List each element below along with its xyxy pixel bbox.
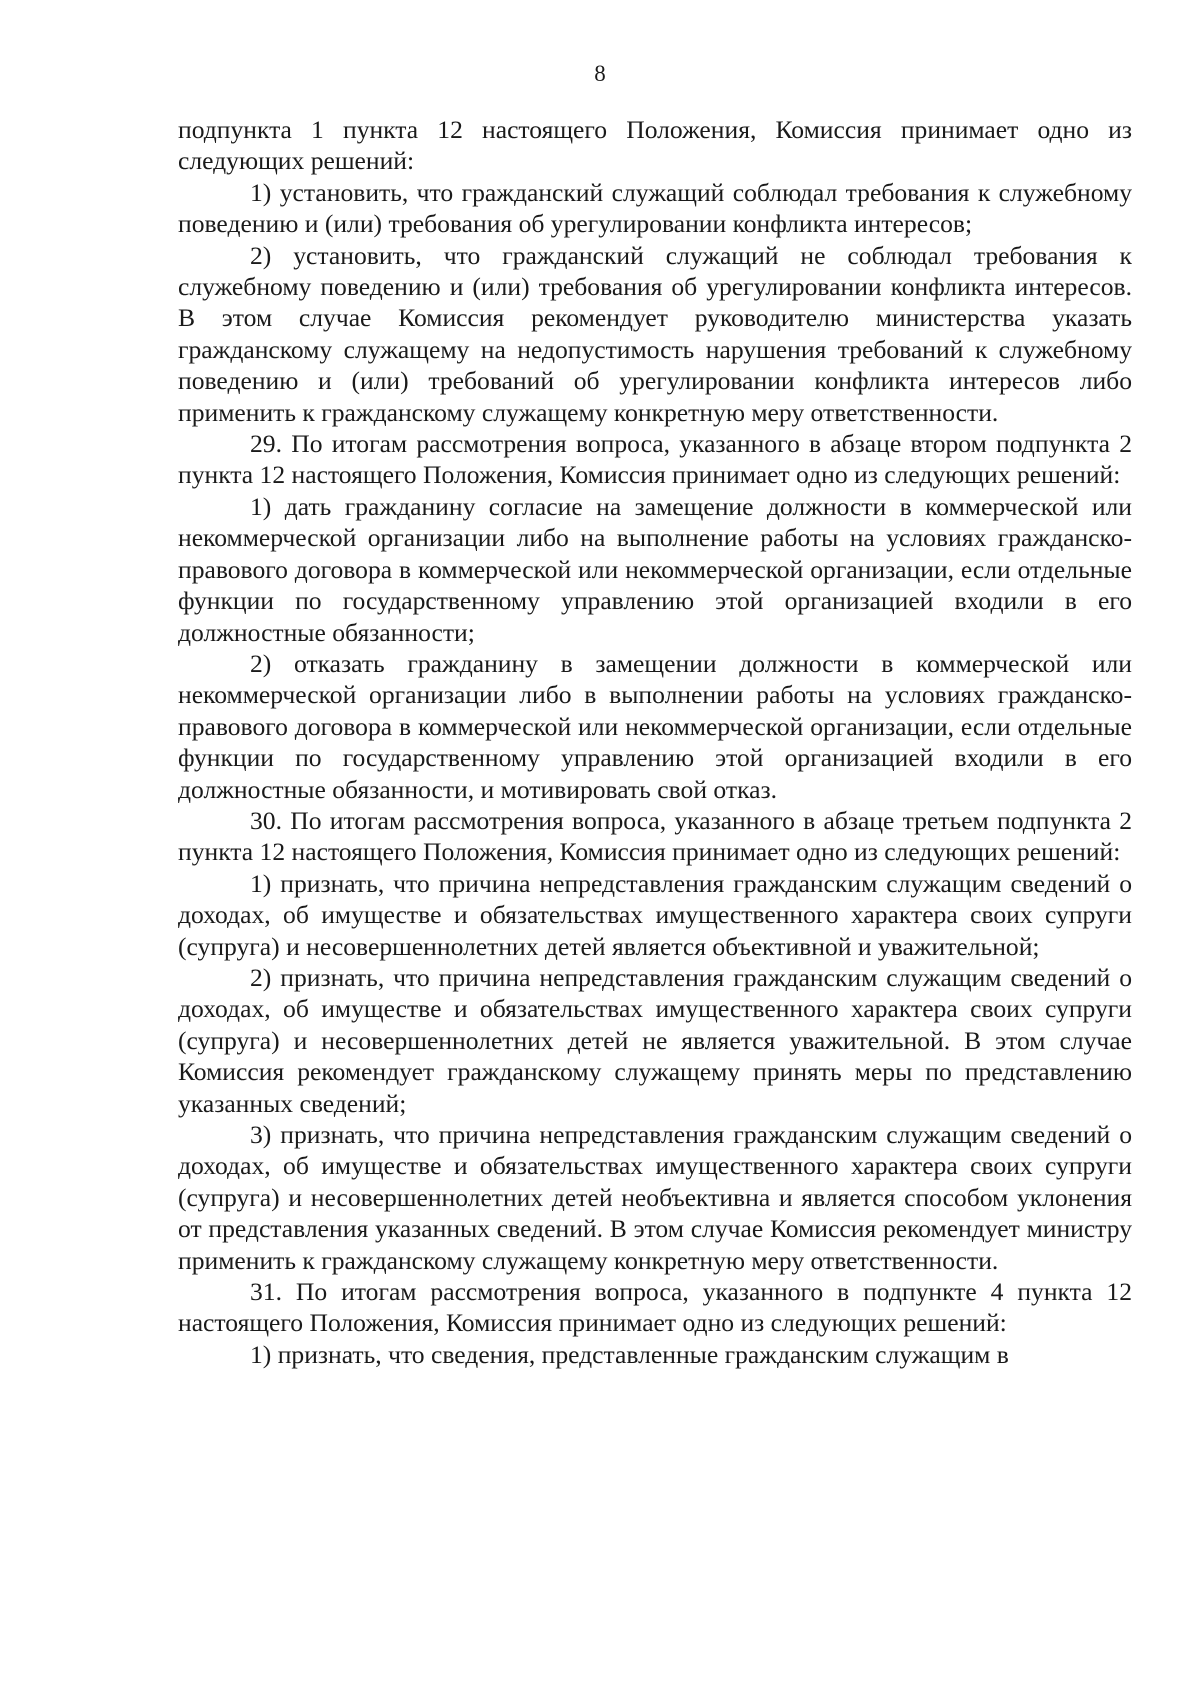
paragraph-29-item-2: 2) отказать гражданину в замещении должности в коммерческой или некоммерческой организации либо в выполнении работы на условиях гражданско-правового договора в коммерческой или некоммерческой организации, если отдельные функции по государственному управлению этой организацией входили в его должностные обязанности, и мотивировать свой отказ. <box>178 648 1132 804</box>
paragraph-31-item-1: 1) признать, что сведения, представленные гражданским служащим в <box>250 1339 1009 1369</box>
paragraph-28-item-1: 1) установить, что гражданский служащий соблюдал требования к служебному поведению и (или) требования об урегулировании конфликта интересов; <box>178 177 1132 239</box>
paragraph-28-item-2: 2) установить, что гражданский служащий не соблюдал требования к служебному поведению и (или) требования об урегулировании конфликта интересов. В этом случае Комиссия рекомендует руководителю министерства указать гражданскому служащему на недопустимость нарушения требований к служебному поведению и (или) требований об урегулировании конфликта интересов либо применить к гражданскому служащему конкретную меру ответственности. <box>178 240 1132 427</box>
paragraph-intro: подпункта 1 пункта 12 настоящего Положения, Комиссия принимает одно из следующих решений: <box>178 115 1132 176</box>
paragraph-29-item-1: 1) дать гражданину согласие на замещение должности в коммерческой или некоммерческой организации либо на выполнение работы на условиях гражданско-правового договора в коммерческой или некоммерческой организации, если отдельные функции по государственному управлению этой организацией входили в его должностные обязанности; <box>178 491 1132 647</box>
page-number: 8 <box>594 61 606 86</box>
paragraph-30-item-1: 1) признать, что причина непредставления гражданским служащим сведений о доходах, об имуществе и обязательствах имущественного характера своих супруги (супруга) и несовершеннолетних детей является объективной и уважительной; <box>178 868 1132 961</box>
document-body <box>178 114 1132 1370</box>
paragraph-29: 29. По итогам рассмотрения вопроса, указанного в абзаце втором подпункта 2 пункта 12 настоящего Положения, Комиссия принимает одно из следующих решений: <box>178 429 1132 490</box>
paragraph-30: 30. По итогам рассмотрения вопроса, указанного в абзаце третьем подпункта 2 пункта 12 настоящего Положения, Комиссия принимает одно из следующих решений: <box>178 805 1132 867</box>
paragraph-31: 31. По итогам рассмотрения вопроса, указанного в подпункте 4 пункта 12 настоящего Положения, Комиссия принимает одно из следующих решений: <box>178 1277 1132 1338</box>
paragraph-30-item-2: 2) признать, что причина непредставления гражданским служащим сведений о доходах, об имуществе и обязательствах имущественного характера своих супруги (супруга) и несовершеннолетних детей не является уважительной. В этом случае Комиссия рекомендует гражданскому служащему принять меры по представлению указанных сведений; <box>178 962 1132 1118</box>
paragraph-30-item-3: 3) признать, что причина непредставления гражданским служащим сведений о доходах, об имуществе и обязательствах имущественного характера своих супруги (супруга) и несовершеннолетних детей необъективна и является способом уклонения от представления указанных сведений. В этом случае Комиссия рекомендует министру применить к гражданскому служащему конкретную меру ответственности. <box>178 1120 1132 1275</box>
